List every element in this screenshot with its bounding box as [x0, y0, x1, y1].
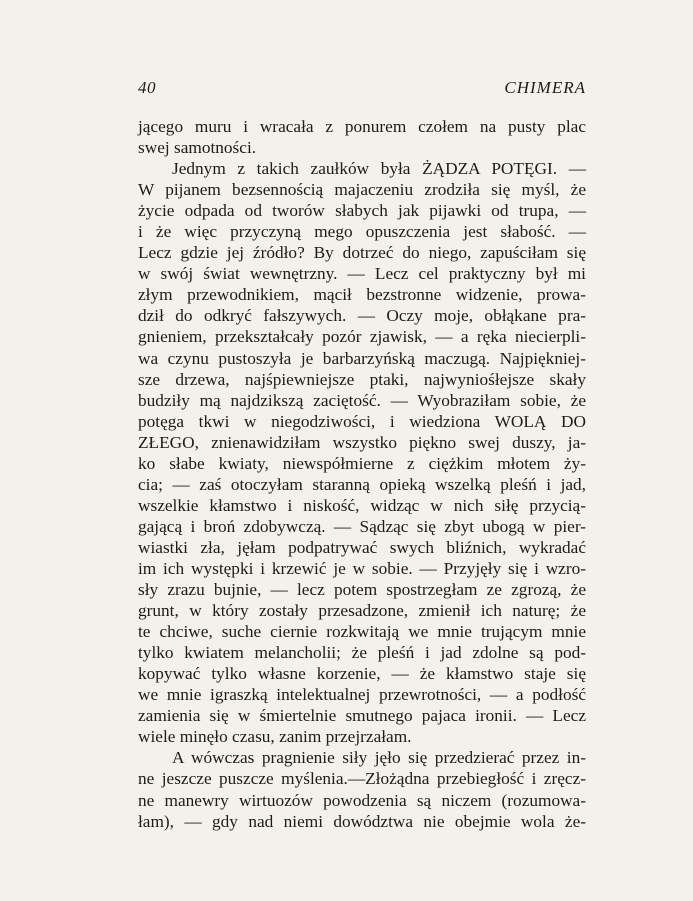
- text-line: jącego muru i wracała z ponurem czołem na pusty plac: [138, 117, 586, 136]
- text-line: wiele minęło czasu, zanim przejrzałam.: [138, 727, 412, 747]
- text-line: ko słabe kwiaty, niewspółmierne z ciężkim młotem ży-: [138, 453, 586, 473]
- text-line: życie odpada od tworów słabych jak pijawki od trupa, —: [138, 201, 586, 221]
- text-line: Jednym z takich zaułków była ŻĄDZA POTĘGI. —: [172, 159, 586, 179]
- text-line: złym przewodnikiem, mącił bezstronne widzenie, prowa-: [138, 285, 586, 305]
- text-line: budziły mą najdzikszą zaciętość. — Wyobraziłam sobie, że: [138, 390, 586, 410]
- text-line: w swój świat wewnętrzny. — Lecz cel praktyczny był mi: [138, 264, 586, 284]
- text-line: gnieniem, przekształcały pozór zjawisk, — a ręka niecierpli-: [138, 327, 586, 347]
- text-line: A wówczas pragnienie siły jęło się przedzierać przez in-: [172, 748, 586, 768]
- text-line: ne jeszcze puszcze myślenia.—Złożądna przebiegłość i zręcz-: [138, 769, 586, 789]
- text-line: te chciwe, suche ciernie rozkwitają we mnie trującym mnie: [138, 622, 586, 642]
- text-line: ne manewry wirtuozów powodzenia są niczem (rozumowa-: [138, 790, 586, 810]
- text-line: wszelkie kłamstwo i niskość, widząc w nich siłę przycią-: [138, 495, 586, 515]
- text-line: sze drzewa, najśpiewniejsze ptaki, najwyniośłejsze skały: [138, 369, 586, 389]
- text-line: wa czynu pustoszyła je barbarzyńską maczugą. Najpiękniej-: [138, 348, 586, 368]
- text-line: i że więc przyczyną mego opuszczenia jest słabość. —: [138, 222, 586, 242]
- text-line: cia; — zaś otoczyłam staranną opieką wszelką pleśń i jad,: [138, 474, 586, 494]
- text-line: potęga tkwi w niegodziwości, i wiedziona WOLĄ DO: [138, 411, 586, 431]
- text-line: dził do odkryć fałszywych. — Oczy moje, obłąkane pra-: [138, 306, 586, 326]
- text-line: grunt, w który zostały przesadzone, zmienił ich naturę; że: [138, 601, 586, 621]
- page-number: 40: [138, 78, 156, 97]
- text-line: tylko kwiatem melancholii; że pleśń i jad zdolne są pod-: [138, 643, 586, 663]
- running-title: CHIMERA: [504, 78, 586, 97]
- running-head: [138, 78, 586, 102]
- text-line: wiastki zła, jęłam podpatrywać swych bliźnich, wykradać: [138, 537, 586, 557]
- text-line: kopywać tylko własne korzenie, — że kłamstwo staje się: [138, 664, 586, 684]
- body-text: [138, 116, 586, 832]
- text-line: ZŁEGO, znienawidziłam wszystko piękno swej duszy, ja-: [138, 432, 586, 452]
- text-line: sły zrazu bujnie, — lecz potem spostrzegłam ze zgrozą, że: [138, 580, 586, 600]
- text-line: łam), — gdy nad niemi dowództwa nie obejmie wola że-: [138, 811, 586, 831]
- text-line: im ich występki i krzewić je w sobie. — Przyjęły się i wzro-: [138, 558, 586, 578]
- text-line: we mnie igraszką intelektualnej przewrotności, — a podłość: [138, 685, 586, 705]
- text-line: zamienia się w śmiertelnie smutnego pajaca ironii. — Lecz: [138, 706, 586, 726]
- text-line: Lecz gdzie jej źródło? By dotrzeć do niego, zapuściłam się: [138, 243, 586, 263]
- text-line: gającą i broń zdobywczą. — Sądząc się zbyt ubogą w pier-: [138, 516, 586, 536]
- text-line: W pijanem bezsennością majaczeniu zrodziła się myśl, że: [138, 180, 586, 200]
- text-line: swej samotności.: [138, 138, 257, 158]
